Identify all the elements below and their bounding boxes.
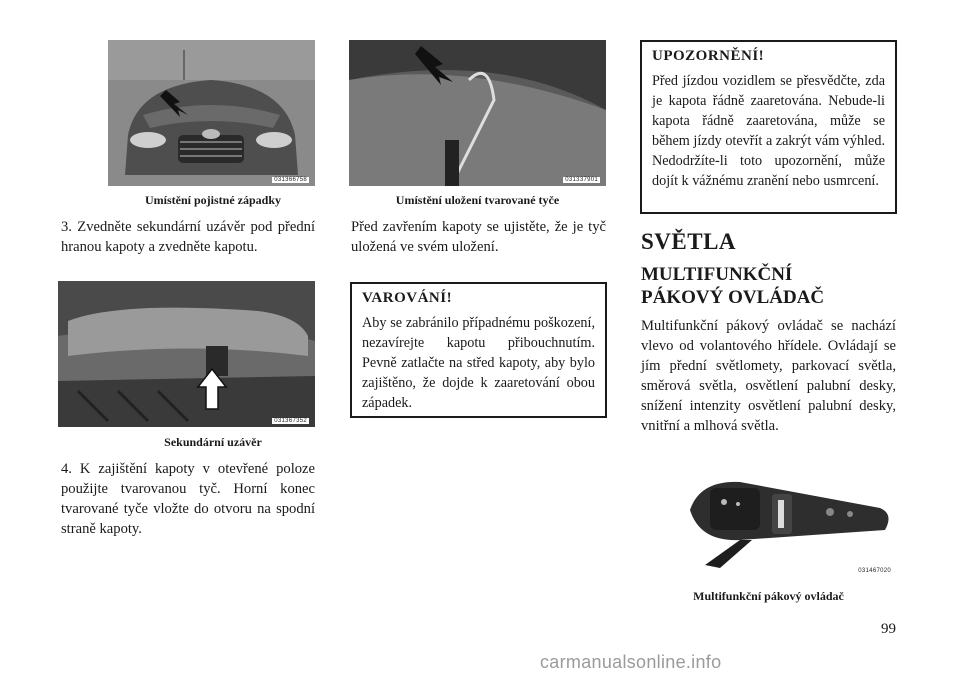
lever-description-paragraph: Multifunkční pákový ovládač se nachází vlevo od volantového hřídele. Ovládají se jím přední světlomety, parkovací světla, směrová světla, osvětlení palubní desky, snížení intenzity osvětlení palubní desky, vnitřní a mlhová světla. [641, 318, 896, 434]
caution-box [640, 40, 897, 214]
page-number: 99 [881, 621, 896, 637]
car-front-illustration [108, 40, 315, 186]
hood-latch-caption: Umístění pojistné západky [144, 193, 281, 207]
secondary-latch-figure [58, 281, 315, 427]
prop-rod-caption: Umístění uložení tvarované tyče [395, 193, 560, 207]
before-close-paragraph: Před zavřením kapoty se ujistěte, že je tyč uložená ve svém uložení. [351, 219, 606, 255]
subsection-heading: MULTIFUNKČNÍ PÁKOVÝ OVLÁDAČ [641, 264, 825, 308]
secondary-latch-caption: Sekundární uzávěr [164, 435, 262, 449]
lever-caption: Multifunkční pákový ovládač [693, 589, 844, 603]
multifunction-lever-illustration [680, 470, 897, 580]
warning-text: Aby se zabránilo případnému poškození, nezavírejte kapotu přibouchnutím. Pevně zatlačte na střed kapoty, aby bylo zajištěno, že dojde k zaaretování obou západek. [362, 315, 595, 411]
step-4-paragraph: 4. K zajištění kapoty v otevřené poloze použijte tvarovanou tyč. Horní konec tvarované tyče vložte do otvoru na spodní straně kapoty. [61, 461, 315, 537]
lever-figure [680, 470, 897, 580]
figure-code: 031337901 [565, 177, 598, 183]
secondary-latch-illustration [58, 281, 315, 427]
warning-box [350, 282, 607, 418]
warning-title: VAROVÁNÍ! [362, 290, 453, 306]
prop-rod-illustration [349, 40, 606, 186]
prop-rod-figure [349, 40, 606, 186]
figure-code: 031367352 [274, 418, 307, 424]
step-3-paragraph: 3. Zvedněte sekundární uzávěr pod přední hranou kapoty a zvedněte kapotu. [61, 219, 315, 255]
caution-text: Před jízdou vozidlem se přesvědčte, zda je kapota řádně zaaretována. Nebude-li kapota řádně zaaretována, může se během jízdy otevřít a zakrýt vám výhled. Nedodržíte-li toto upozornění, může dojít k vážnému zranění nebo usmrcení. [652, 73, 885, 189]
watermark: carmanualsonline.info [540, 652, 722, 672]
caution-title: UPOZORNĚNÍ! [652, 48, 765, 64]
figure-code: 031366758 [274, 177, 307, 183]
section-heading: SVĚTLA [641, 229, 737, 254]
hood-latch-figure [108, 40, 315, 186]
figure-code: 031467020 [858, 568, 891, 574]
